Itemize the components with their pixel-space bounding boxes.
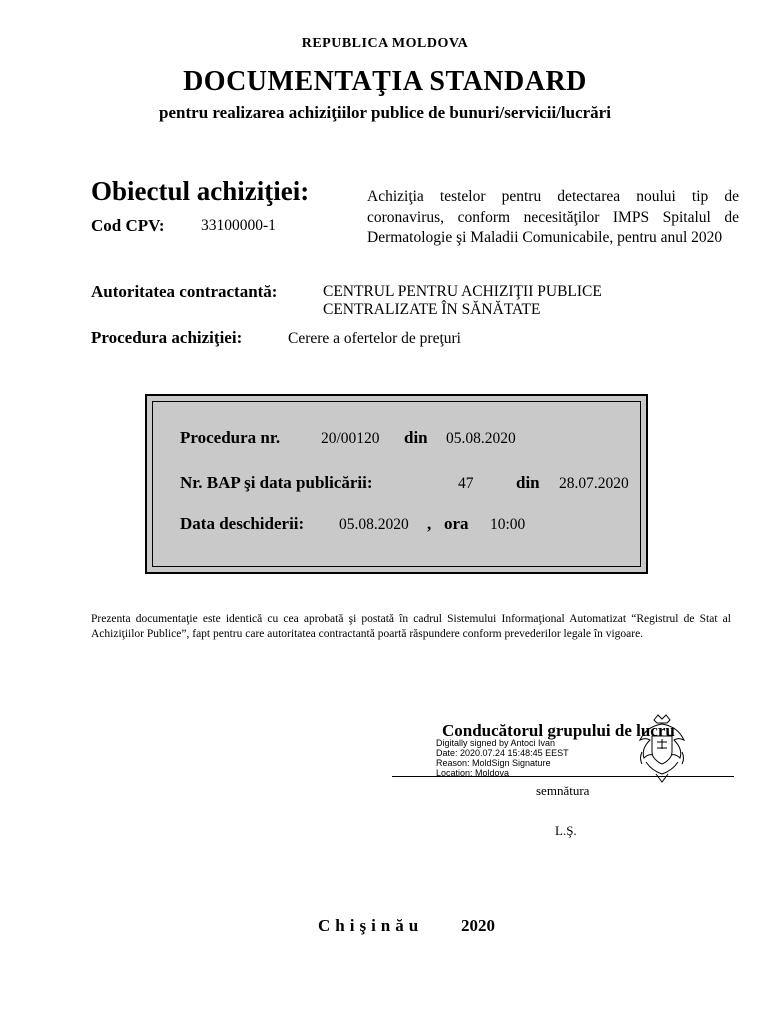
digital-signature-block	[436, 738, 569, 778]
procedure-number-value: 20/00120	[321, 430, 380, 447]
opening-comma: ,	[427, 514, 432, 533]
bap-number-value: 47	[458, 475, 474, 492]
digital-signature-location: Location: Moldova	[436, 768, 510, 778]
opening-ora-label: ora	[444, 514, 469, 533]
legal-notice: Prezenta documentaţie este identică cu cea aprobată şi postată în cadrul Sistemului Informaţional Automatizat “Registrul de Stat al Achiziţiilor Publice”, fapt pentru care autoritatea contractantă poartă răspundere conform prevederilor legale în vigoare.	[91, 613, 731, 640]
bap-din-label: din	[516, 473, 540, 492]
authority-value	[323, 283, 703, 319]
stamp-label: L.Ş.	[555, 823, 577, 838]
document-title: DOCUMENTAŢIA STANDARD	[183, 66, 587, 97]
procedure-info-box	[145, 394, 648, 574]
digital-signature-date: Date: 2020.07.24 15:48:45 EEST	[436, 748, 569, 758]
procedure-label: Procedura achiziţiei:	[91, 328, 243, 347]
footer-year: 2020	[461, 916, 495, 935]
opening-date-label: Data deschiderii:	[180, 514, 305, 533]
procedure-din-label: din	[404, 428, 428, 447]
signature-line	[392, 776, 734, 777]
cpv-label: Cod CPV:	[91, 216, 165, 235]
procedure-date-value: 05.08.2020	[446, 430, 516, 447]
authority-value-line2: CENTRALIZATE ÎN SĂNĂTATE	[323, 301, 541, 318]
signature-title: Conducătorul grupului de lucru	[442, 721, 675, 740]
bap-label: Nr. BAP şi data publicării:	[180, 473, 373, 492]
procedure-value: Cerere a ofertelor de preţuri	[288, 330, 461, 347]
document-subtitle: pentru realizarea achiziţiilor publice de bunuri/servicii/lucrări	[159, 103, 611, 122]
object-heading: Obiectul achiziţiei:	[91, 176, 310, 206]
object-description: Achiziţia testelor pentru detectarea noului tip de coronavirus, conform necesităţilor IMPS Spitalul de Dermatologie şi Maladii Comunicabile, pentru anul 2020	[367, 188, 739, 246]
cpv-value: 33100000-1	[201, 217, 276, 234]
footer-city: Chişinău	[318, 916, 424, 935]
authority-value-line1: CENTRUL PENTRU ACHIZIŢII PUBLICE	[323, 283, 602, 300]
country-header: REPUBLICA MOLDOVA	[301, 36, 469, 51]
opening-date-value: 05.08.2020	[339, 516, 409, 533]
authority-label: Autoritatea contractantă:	[91, 282, 278, 301]
opening-time-value: 10:00	[490, 516, 526, 533]
procedure-number-label: Procedura nr.	[180, 428, 281, 447]
digital-signature-reason: Reason: MoldSign Signature	[436, 758, 551, 768]
digital-signature-signer: Digitally signed by Antoci Ivan	[436, 738, 556, 748]
bap-date-value: 28.07.2020	[559, 475, 629, 492]
signature-caption: semnătura	[536, 783, 590, 798]
